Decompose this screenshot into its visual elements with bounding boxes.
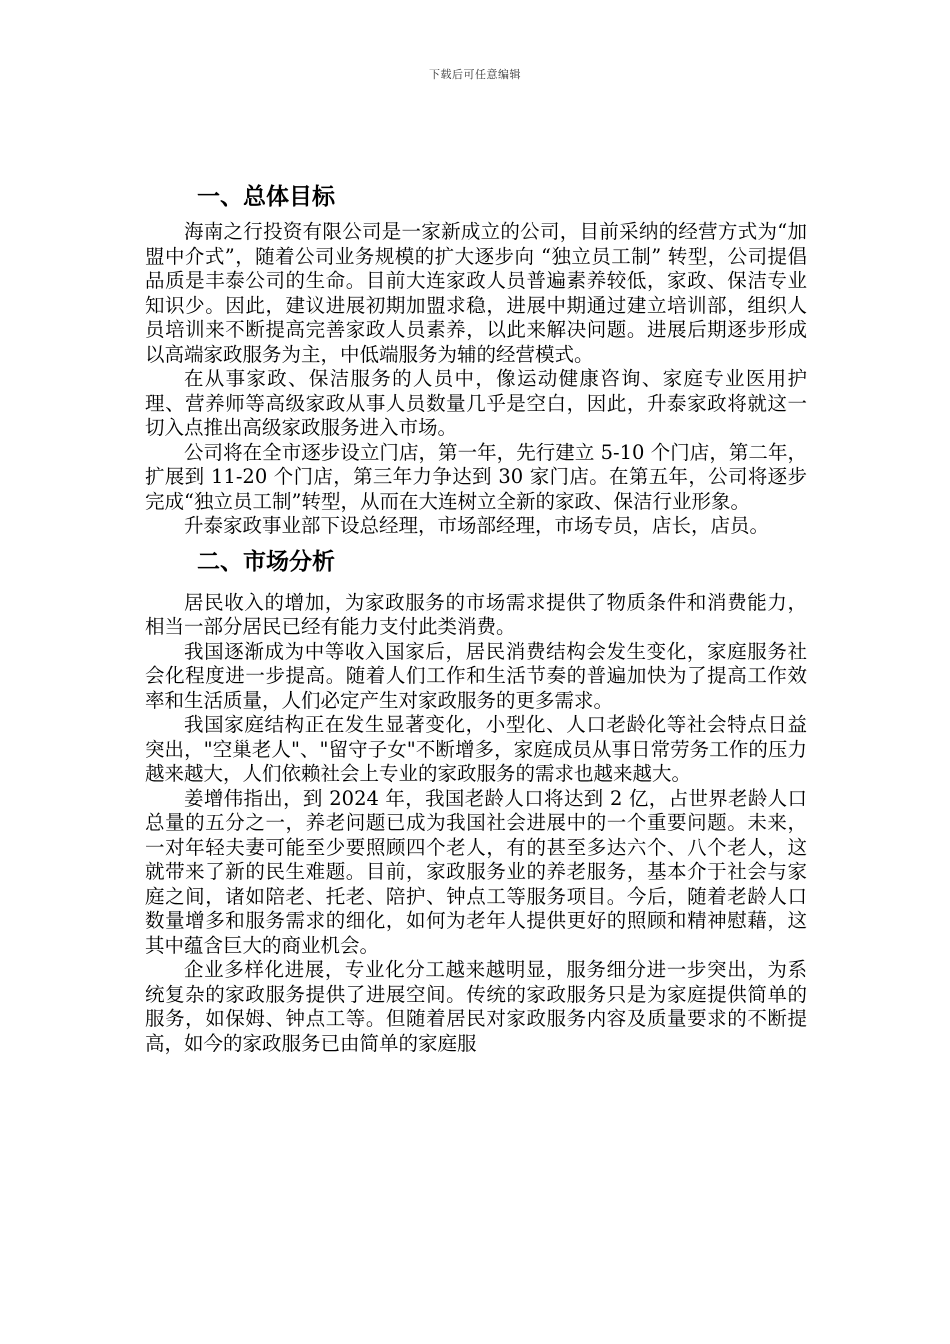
paragraph: 在从事家政、保洁服务的人员中，像运动健康咨询、家庭专业医用护理、营养师等高级家政从事人员数量几乎是空白，因此，升泰家政将就这一切入点推出高级家政服务进入市场。	[145, 367, 807, 439]
paragraph: 居民收入的增加，为家政服务的市场需求提供了物质条件和消费能力，相当一部分居民已经有能力支付此类消费。	[145, 590, 807, 638]
paragraph: 姜增伟指出，到 2024 年，我国老龄人口将达到 2 亿，占世界老龄人口总量的五分之一，养老问题已成为我国社会进展中的一个重要问题。未来，一对年轻夫妻可能至少要照顾四个老人，有的甚至多达六个、八个老人，这就带来了新的民生难题。目前，家政服务业的养老服务，基本介于社会与家庭之间，诸如陪老、托老、陪护、钟点工等服务项目。今后，随着老龄人口数量增多和服务需求的细化，如何为老年人提供更好的照顾和精神慰藉，这其中蕴含巨大的商业机会。	[145, 786, 807, 957]
paragraph: 升泰家政事业部下设总经理，市场部经理，市场专员，店长，店员。	[184, 514, 770, 537]
document-body	[145, 180, 807, 1056]
section-heading-market-analysis: 二、市场分析	[197, 548, 335, 575]
page-header-note: 下载后可任意编辑	[429, 68, 521, 81]
paragraph: 我国逐渐成为中等收入国家后，居民消费结构会发生变化，家庭服务社会化程度进一步提高。随着人们工作和生活节奏的普遍加快为了提高工作效率和生活质量，人们必定产生对家政服务的更多需求。	[145, 639, 807, 712]
paragraph: 我国家庭结构正在发生显著变化，小型化、人口老龄化等社会特点日益突出，"空巢老人"、"留守子女"不断增多，家庭成员从事日常劳务工作的压力越来越大，人们依赖社会上专业的家政服务的需求也越来越大。	[145, 713, 807, 785]
paragraph: 海南之行投资有限公司是一家新成立的公司，目前采纳的经营方式为“加盟中介式”，随着公司业务规模的扩大逐步向 “独立员工制” 转型，公司提倡品质是丰泰公司的生命。目前大连家政人员普遍素养较低，家政、保洁专业知识少。因此，建议进展初期加盟求稳，进展中期通过建立培训部，组织人员培训来不断提高完善家政人员素养，以此来解决问题。进展后期逐步形成以高端家政服务为主，中低端服务为辅的经营模式。	[145, 220, 807, 366]
paragraph: 公司将在全市逐步设立门店，第一年，先行建立 5-10 个门店，第二年，扩展到 11-20 个门店，第三年力争达到 30 家门店。在第五年，公司将逐步完成“独立员工制”转型，从而在大连树立全新的家政、保洁行业形象。	[145, 440, 807, 513]
paragraph: 企业多样化进展，专业化分工越来越明显，服务细分进一步突出，为系统复杂的家政服务提供了进展空间。传统的家政服务只是为家庭提供简单的服务，如保姆、钟点工等。但随着居民对家政服务内容及质量要求的不断提高，如今的家政服务已由简单的家庭服	[145, 958, 807, 1055]
section-heading-overall-goals: 一、总体目标	[197, 184, 335, 210]
